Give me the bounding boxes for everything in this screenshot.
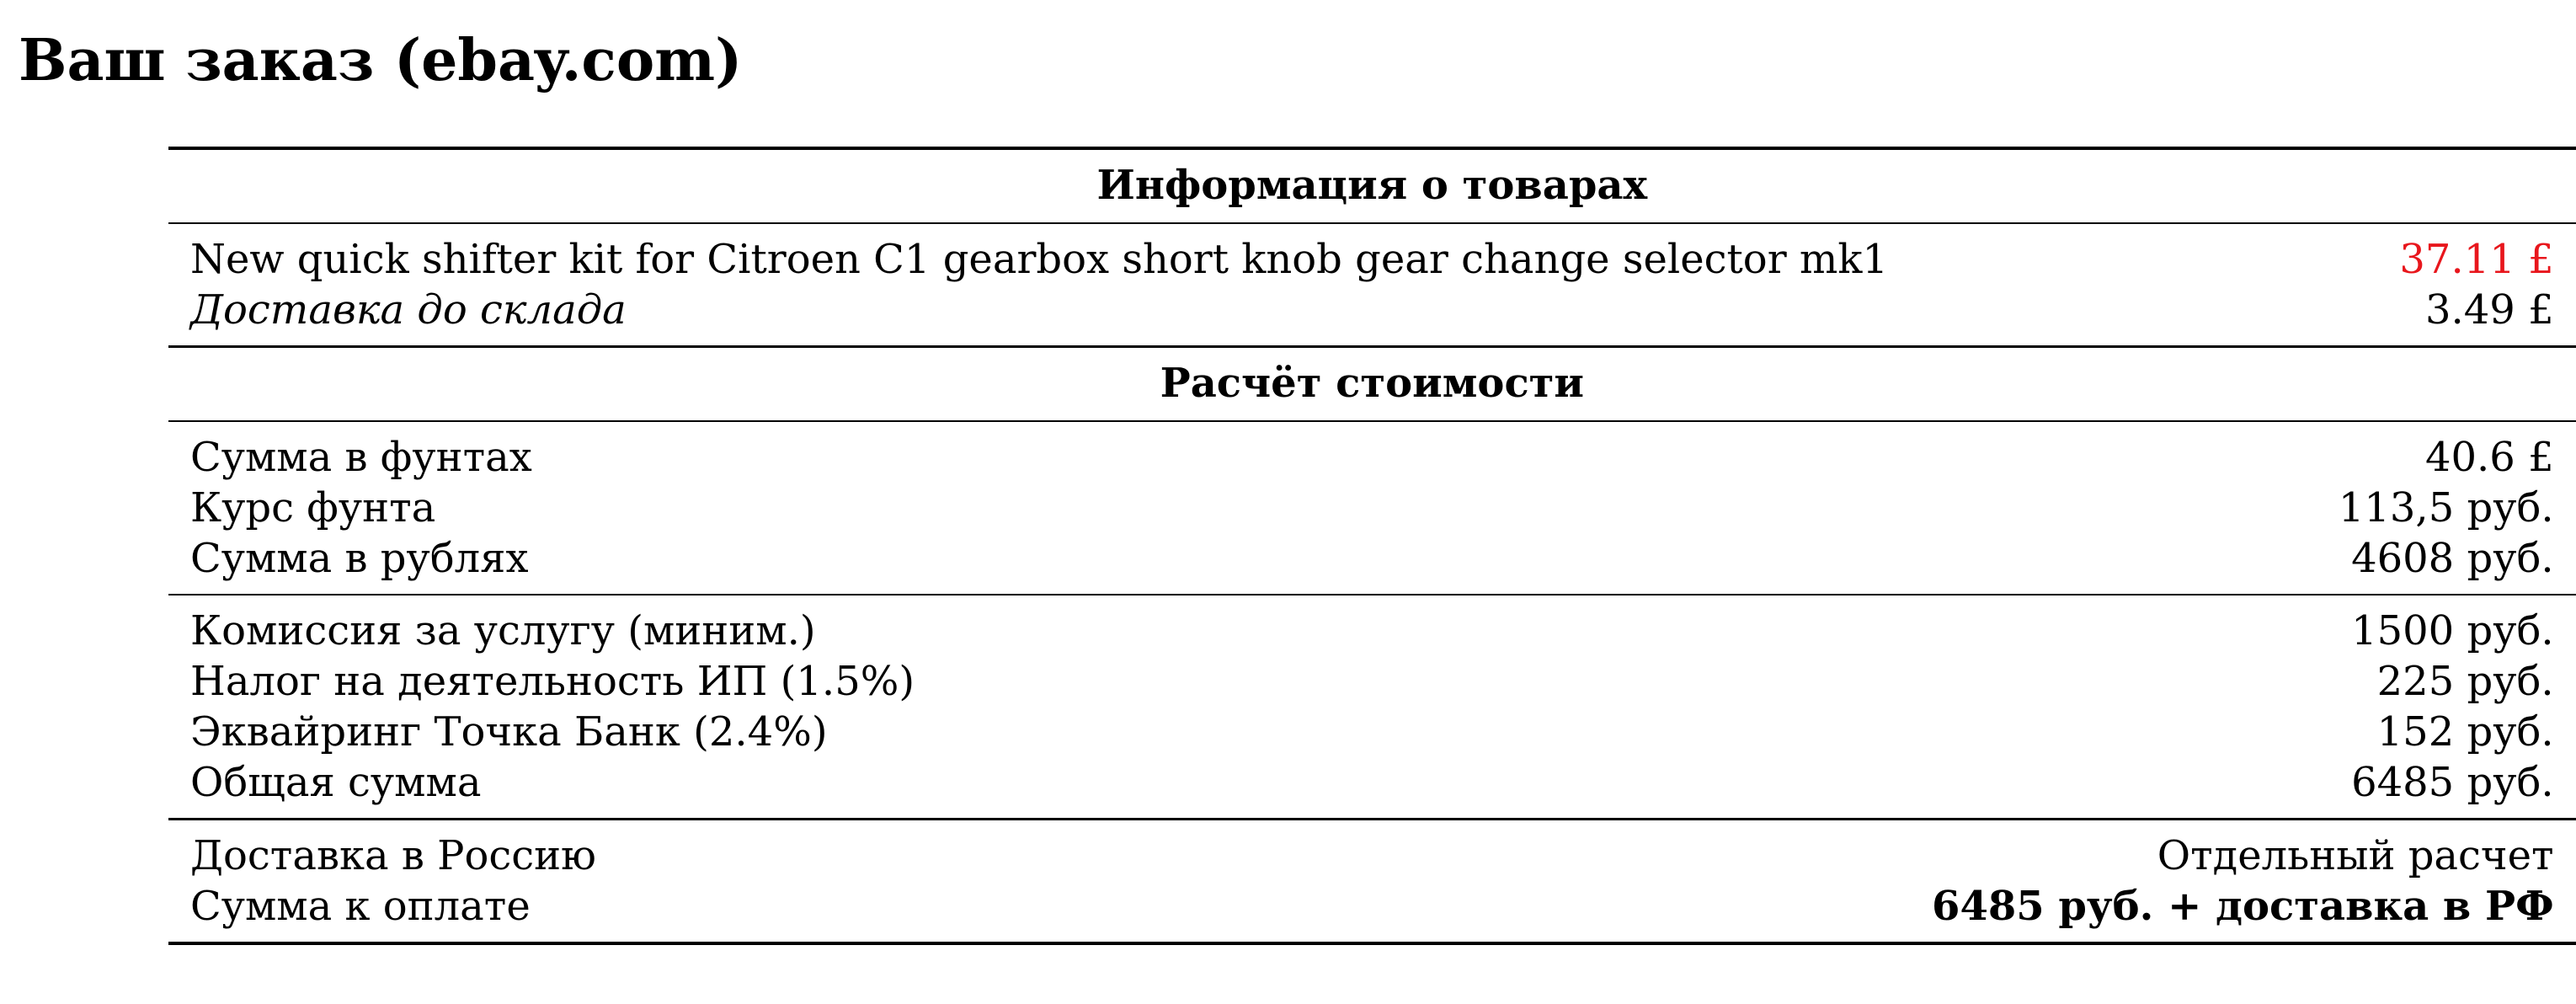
- exchange-rate-label: Курс фунта: [190, 484, 436, 531]
- table-row: [168, 533, 2576, 595]
- russia-delivery-label: Доставка в Россию: [190, 832, 596, 879]
- table-row: [168, 595, 2576, 656]
- total-sum-label: Общая сумма: [190, 759, 482, 806]
- table-row: [168, 881, 2576, 943]
- total-sum-value: 6485 руб.: [2351, 759, 2554, 806]
- table-row: [168, 421, 2576, 483]
- warehouse-shipping-row: [168, 285, 2576, 347]
- sum-rub-value: 4608 руб.: [2351, 535, 2554, 582]
- product-item-name: New quick shifter kit for Citroen C1 gearbox short knob gear change selector mk1: [190, 236, 1889, 283]
- product-item-price: 37.11 £: [2399, 236, 2554, 283]
- product-section-header-row: [168, 148, 2576, 223]
- warehouse-shipping-label: Доставка до склада: [190, 286, 627, 334]
- cost-section-header-row: [168, 347, 2576, 422]
- cost-section-header: Расчёт стоимости: [1160, 360, 1585, 407]
- page-title: Ваш заказ (ebay.com): [19, 27, 743, 94]
- table-row: [168, 483, 2576, 533]
- sum-rub-label: Сумма в рублях: [190, 535, 529, 582]
- product-section-header: Информация о товарах: [1096, 162, 1648, 209]
- service-fee-value: 1500 руб.: [2351, 607, 2554, 654]
- amount-due-label: Сумма к оплате: [190, 883, 531, 930]
- table-row: [168, 757, 2576, 820]
- service-fee-label: Комиссия за услугу (миним.): [190, 607, 816, 654]
- product-item-row: [168, 223, 2576, 285]
- order-summary-table: [168, 147, 2576, 945]
- russia-delivery-value: Отдельный расчет: [2157, 832, 2554, 879]
- sum-gbp-value: 40.6 £: [2424, 434, 2554, 481]
- tax-label: Налог на деятельность ИП (1.5%): [190, 658, 915, 705]
- tax-value: 225 руб.: [2376, 658, 2554, 705]
- exchange-rate-value: 113,5 руб.: [2338, 484, 2554, 531]
- sum-gbp-label: Сумма в фунтах: [190, 434, 532, 481]
- table-row: [168, 820, 2576, 882]
- warehouse-shipping-price: 3.49 £: [2424, 286, 2554, 334]
- acquiring-value: 152 руб.: [2376, 708, 2554, 756]
- acquiring-label: Эквайринг Точка Банк (2.4%): [190, 708, 828, 756]
- table-row: [168, 656, 2576, 707]
- amount-due-value: 6485 руб. + доставка в РФ: [1932, 883, 2554, 930]
- table-row: [168, 707, 2576, 757]
